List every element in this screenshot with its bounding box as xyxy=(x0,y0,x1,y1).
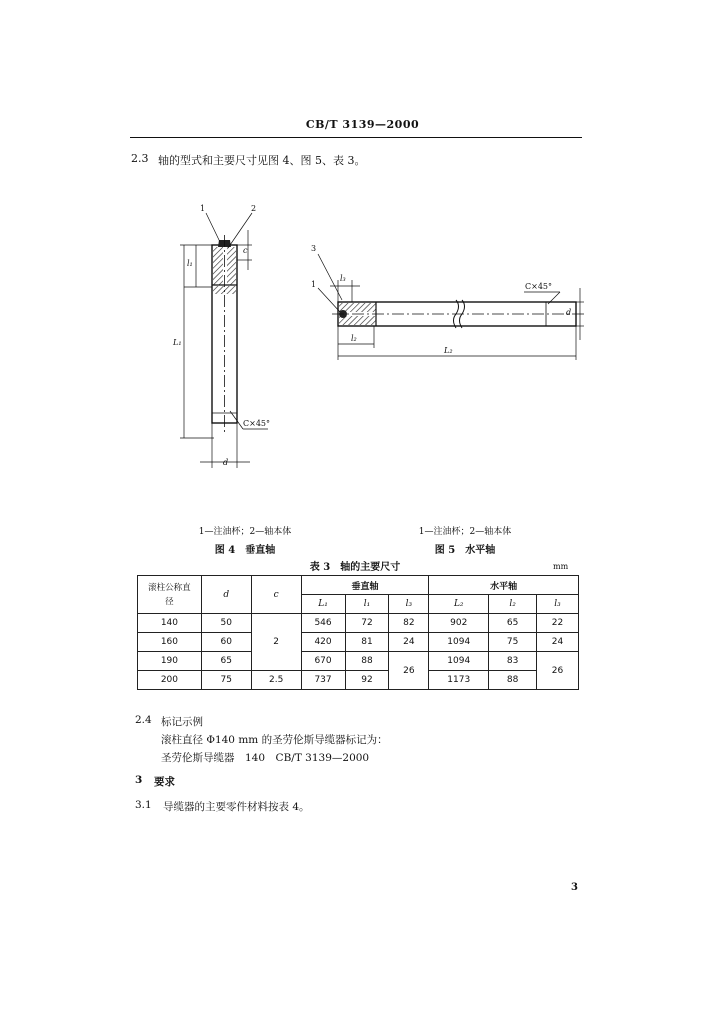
cell-l1: 88 xyxy=(345,652,389,671)
cell-l2: 75 xyxy=(489,633,537,652)
fig5-dim-l2: l₂ xyxy=(351,334,357,343)
cell-c-merged: 2 xyxy=(251,614,301,671)
cell-l2: 83 xyxy=(489,652,537,671)
table3-head-vertical: 垂直轴 xyxy=(301,576,429,595)
fig4-dim-chamfer: C×45° xyxy=(243,419,271,428)
table3-head-horizontal: 水平轴 xyxy=(429,576,579,595)
cell-c: 2.5 xyxy=(251,671,301,690)
fig4-dim-d: d xyxy=(223,458,229,467)
section-2-3-text: 轴的型式和主要尺寸见图 4、图 5、表 3。 xyxy=(158,154,366,167)
fig5-dim-l3: l₃ xyxy=(340,274,346,283)
fig4-callout-2: 2 xyxy=(251,204,257,213)
cell-l2: 65 xyxy=(489,614,537,633)
table-row xyxy=(138,652,579,671)
cell-L2: 902 xyxy=(429,614,489,633)
cell-diameter: 200 xyxy=(138,671,202,690)
table-row xyxy=(138,633,579,652)
section-3-1-number: 3.1 xyxy=(135,799,152,811)
table-row xyxy=(138,671,579,690)
section-3-number: 3 xyxy=(135,774,143,786)
page-number: 3 xyxy=(571,882,578,893)
cell-l3-vertical: 24 xyxy=(389,633,429,652)
section-3-title: 要求 xyxy=(154,776,175,788)
section-2-3-number: 2.3 xyxy=(131,152,149,165)
fig4-dim-l1: l₁ xyxy=(187,259,193,268)
cell-l1: 92 xyxy=(345,671,389,690)
cell-l2: 88 xyxy=(489,671,537,690)
cell-L1: 737 xyxy=(301,671,345,690)
table3 xyxy=(137,575,579,690)
fig5-dim-chamfer: C×45° xyxy=(525,282,553,291)
figure4-drawing xyxy=(180,213,271,468)
table3-sub-L1: L₁ xyxy=(301,595,345,614)
fig5-dim-d: d xyxy=(566,308,572,317)
fig4-title: 图 4 垂直轴 xyxy=(214,545,276,556)
fig4-callout-1: 1 xyxy=(200,204,206,213)
cell-L1: 546 xyxy=(301,614,345,633)
cell-diameter: 190 xyxy=(138,652,202,671)
section-2-4-title: 标记示例 xyxy=(161,716,203,728)
standard-code: CB/T 3139—2000 xyxy=(305,118,420,131)
cell-l3-horizontal: 24 xyxy=(537,633,579,652)
cell-l3-vertical-merged: 26 xyxy=(389,652,429,690)
table3-sub-l1: l₁ xyxy=(345,595,389,614)
cell-L1: 420 xyxy=(301,633,345,652)
cell-l3-vertical: 82 xyxy=(389,614,429,633)
fig4-legend: 1—注油杯；2—轴本体 xyxy=(198,527,292,537)
cell-L2: 1173 xyxy=(429,671,489,690)
cell-L2: 1094 xyxy=(429,633,489,652)
table3-sub-l2: l₂ xyxy=(489,595,537,614)
section-3-1-text: 导缆器的主要零件材料按表 4。 xyxy=(163,801,310,813)
fig5-callout-3: 3 xyxy=(311,244,317,253)
figure5-drawing xyxy=(318,254,585,360)
table3-head-c: c xyxy=(251,576,301,614)
table-row xyxy=(138,614,579,633)
marking-example-line2: 圣劳伦斯导缆器 140 CB/T 3139—2000 xyxy=(161,752,370,764)
table3-title: 表 3 轴的主要尺寸 xyxy=(309,562,401,573)
fig4-dim-L1: L₁ xyxy=(173,338,182,347)
table3-head-d: d xyxy=(201,576,251,614)
table3-sub-l3-vertical: l₃ xyxy=(389,595,429,614)
cell-L2: 1094 xyxy=(429,652,489,671)
fig5-callout-1: 1 xyxy=(311,280,317,289)
cell-L1: 670 xyxy=(301,652,345,671)
cell-d: 65 xyxy=(201,652,251,671)
cell-d: 60 xyxy=(201,633,251,652)
cell-l1: 72 xyxy=(345,614,389,633)
cell-d: 50 xyxy=(201,614,251,633)
fig4-dim-c: c xyxy=(243,246,248,255)
fig5-legend: 1—注油杯；2—轴本体 xyxy=(418,527,512,537)
section-2-4-number: 2.4 xyxy=(135,714,152,726)
cell-l1: 81 xyxy=(345,633,389,652)
marking-example-line1: 滚柱直径 Φ140 mm 的圣劳伦斯导缆器标记为： xyxy=(161,734,388,746)
cell-diameter: 160 xyxy=(138,633,202,652)
fig5-title: 图 5 水平轴 xyxy=(434,545,496,556)
cell-diameter: 140 xyxy=(138,614,202,633)
cell-l3-horizontal: 22 xyxy=(537,614,579,633)
table3-sub-l3-horizontal: l₃ xyxy=(537,595,579,614)
cell-l3-horizontal-merged: 26 xyxy=(537,652,579,690)
fig5-dim-L2: L₂ xyxy=(444,346,453,355)
table3-unit: mm xyxy=(553,562,569,571)
table3-sub-L2: L₂ xyxy=(429,595,489,614)
cell-d: 75 xyxy=(201,671,251,690)
table3-head-diameter: 滚柱公称直径 xyxy=(138,576,202,614)
